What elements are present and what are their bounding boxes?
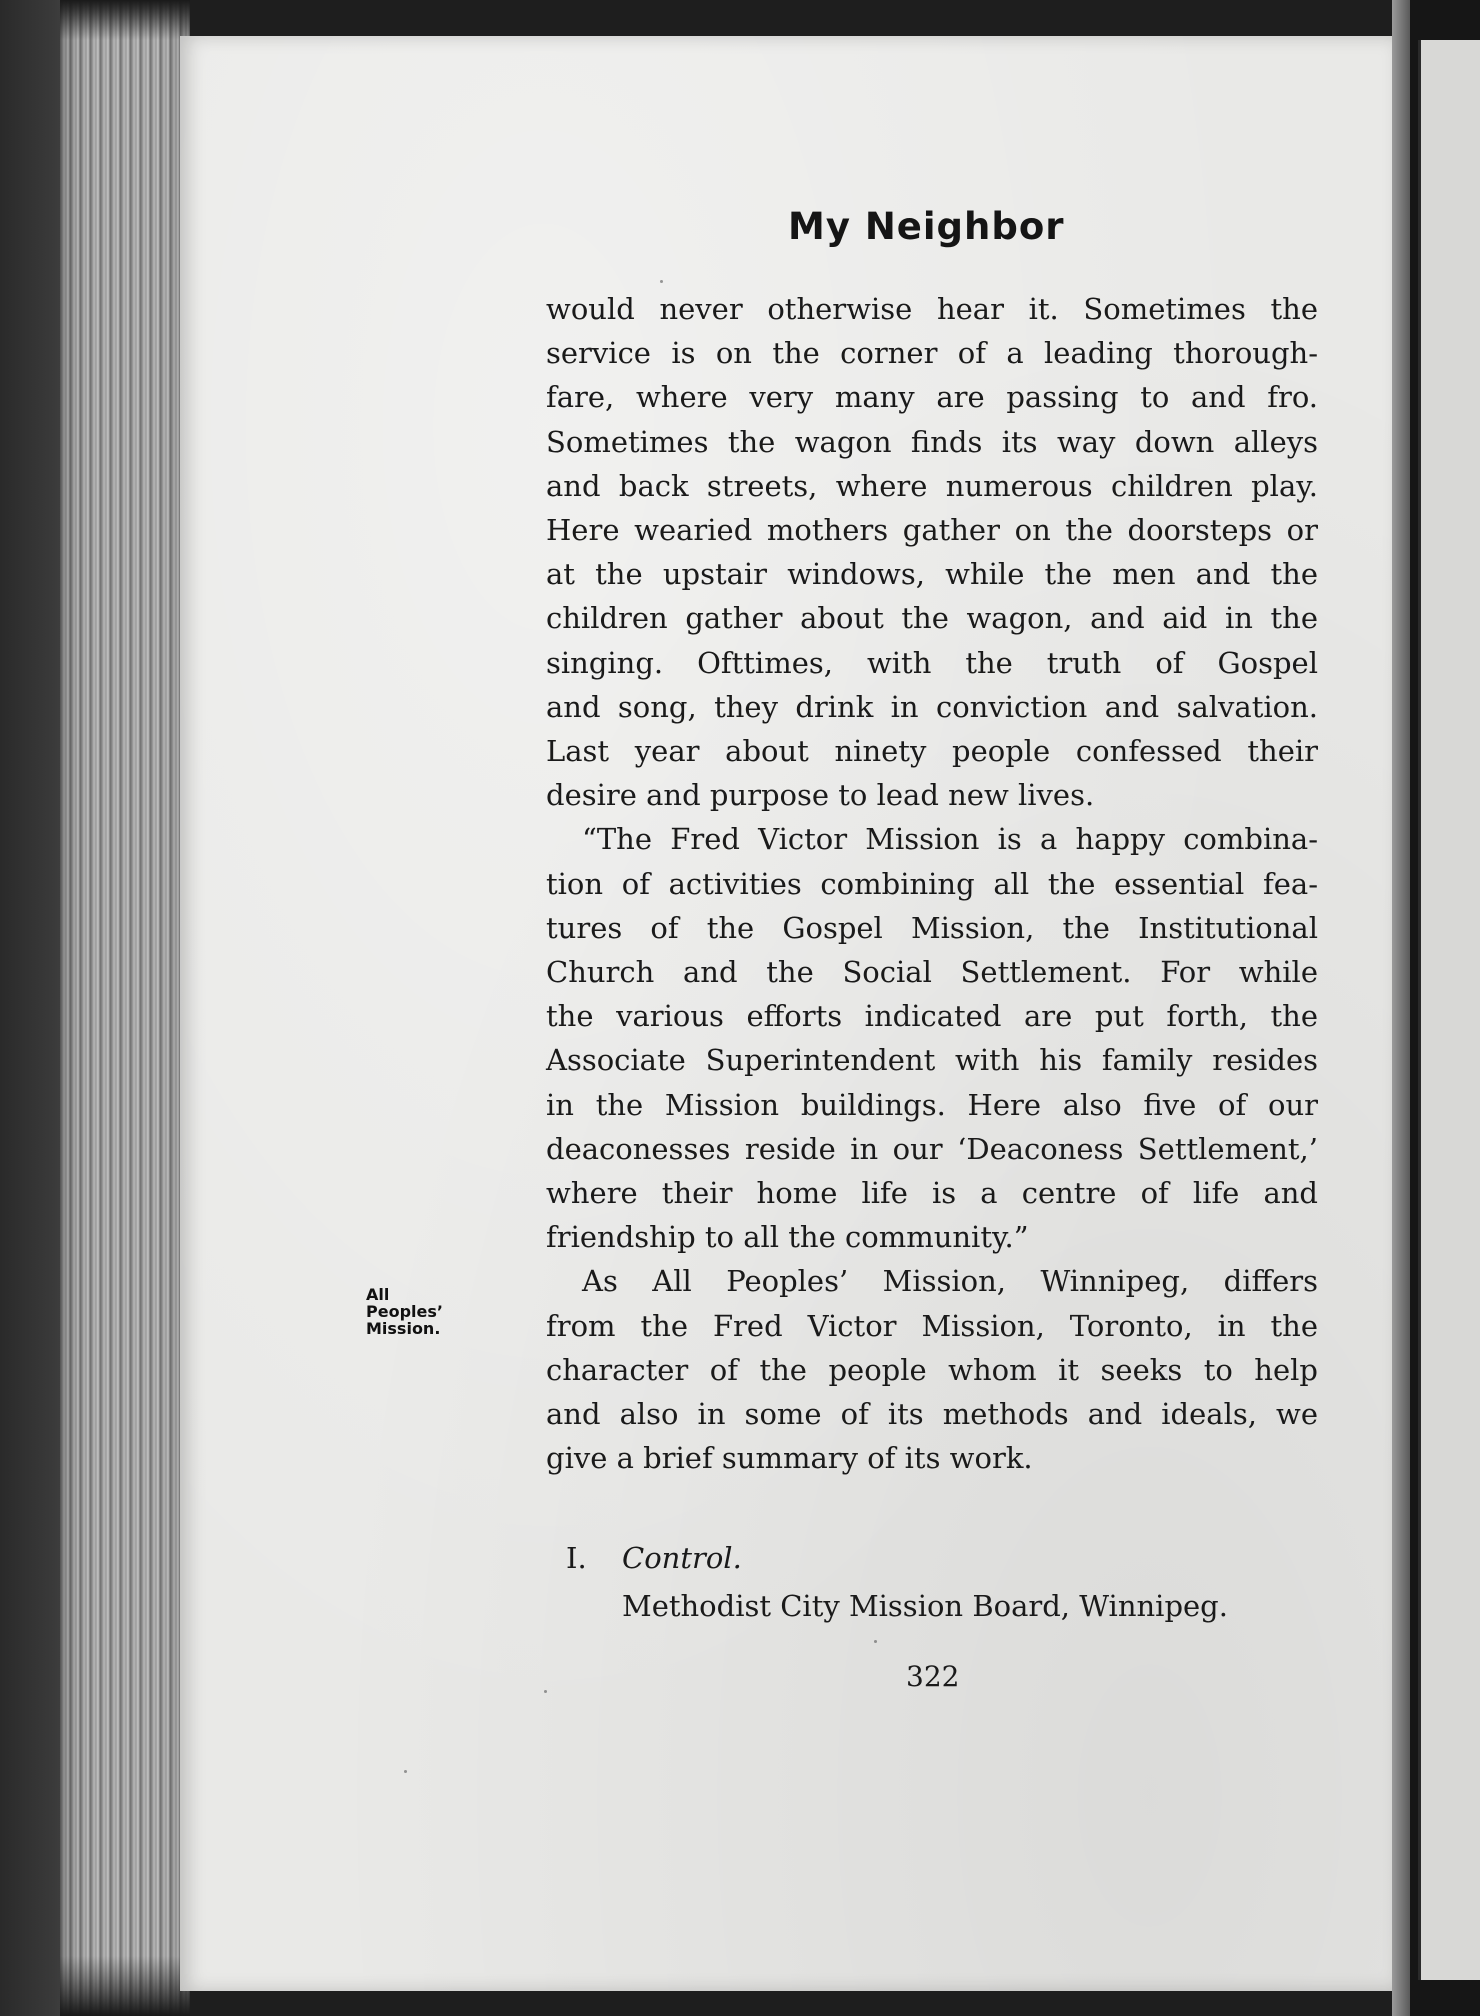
text-line: desire and purpose to lead new lives.	[546, 778, 1095, 813]
margin-note-line: Peoples’	[366, 1302, 443, 1321]
text-line: friendship to all the community.”	[546, 1220, 1029, 1255]
text-line: and also in some of its methods and ideals, we	[546, 1397, 1318, 1432]
text-line: tures of the Gospel Mission, the Institutional	[546, 910, 1318, 945]
margin-note-line: Mission.	[366, 1319, 441, 1338]
paper-speck	[404, 1770, 407, 1773]
text-line: where their home life is a centre of life and	[546, 1176, 1318, 1211]
running-head: My Neighbor	[788, 205, 1065, 248]
text-line: tion of activities combining all the essential fea-	[546, 866, 1318, 901]
paper-speck	[544, 1690, 547, 1693]
text-line: Here wearied mothers gather on the doorsteps or	[546, 513, 1318, 548]
section-body: Methodist City Mission Board, Winnipeg.	[622, 1589, 1228, 1623]
text-line: from the Fred Victor Mission, Toronto, in the	[546, 1308, 1318, 1343]
text-line: service is on the corner of a leading thorough-	[546, 336, 1318, 371]
paragraph-3	[546, 1259, 1318, 1480]
text-line: Sometimes the wagon finds its way down alleys	[546, 424, 1318, 459]
text-line: at the upstair windows, while the men and the	[546, 557, 1318, 592]
text-line: and back streets, where numerous children play.	[546, 468, 1318, 503]
text-line: give a brief summary of its work.	[546, 1441, 1033, 1476]
text-line: the various efforts indicated are put forth, the	[546, 999, 1318, 1034]
section-title: Control.	[622, 1541, 742, 1575]
section-heading	[566, 1536, 742, 1580]
margin-note	[366, 1286, 486, 1337]
paragraph-1	[546, 287, 1318, 817]
text-line: Church and the Social Settlement. For while	[546, 955, 1318, 990]
text-line: character of the people whom it seeks to help	[546, 1352, 1318, 1387]
text-line: singing. Ofttimes, with the truth of Gospel	[546, 645, 1318, 680]
text-line: fare, where very many are passing to and fro.	[546, 380, 1318, 415]
facing-page-edge	[1410, 0, 1480, 2016]
text-line: deaconesses reside in our ‘Deaconess Settlement,’	[546, 1131, 1318, 1166]
text-line: Last year about ninety people confessed their	[546, 734, 1318, 769]
text-line: Associate Superintendent with his family resides	[546, 1043, 1318, 1078]
text-line: “The Fred Victor Mission is a happy combina-	[582, 822, 1318, 857]
body-text	[546, 287, 1318, 1480]
paper-speck	[660, 280, 663, 283]
page-number: 322	[906, 1660, 960, 1693]
text-line: in the Mission buildings. Here also five of our	[546, 1087, 1318, 1122]
page-gutter-shadow	[1392, 0, 1410, 2016]
book-page-edges	[60, 0, 190, 2016]
margin-note-line: All	[366, 1285, 390, 1304]
paper-speck	[874, 1640, 877, 1643]
text-line: children gather about the wagon, and aid in the	[546, 601, 1318, 636]
text-line: As All Peoples’ Mission, Winnipeg, differs	[582, 1264, 1318, 1299]
paragraph-2	[546, 817, 1318, 1259]
text-line: and song, they drink in conviction and salvation.	[546, 689, 1318, 724]
text-line: would never otherwise hear it. Sometimes the	[546, 292, 1318, 326]
section-number: I.	[566, 1541, 587, 1575]
